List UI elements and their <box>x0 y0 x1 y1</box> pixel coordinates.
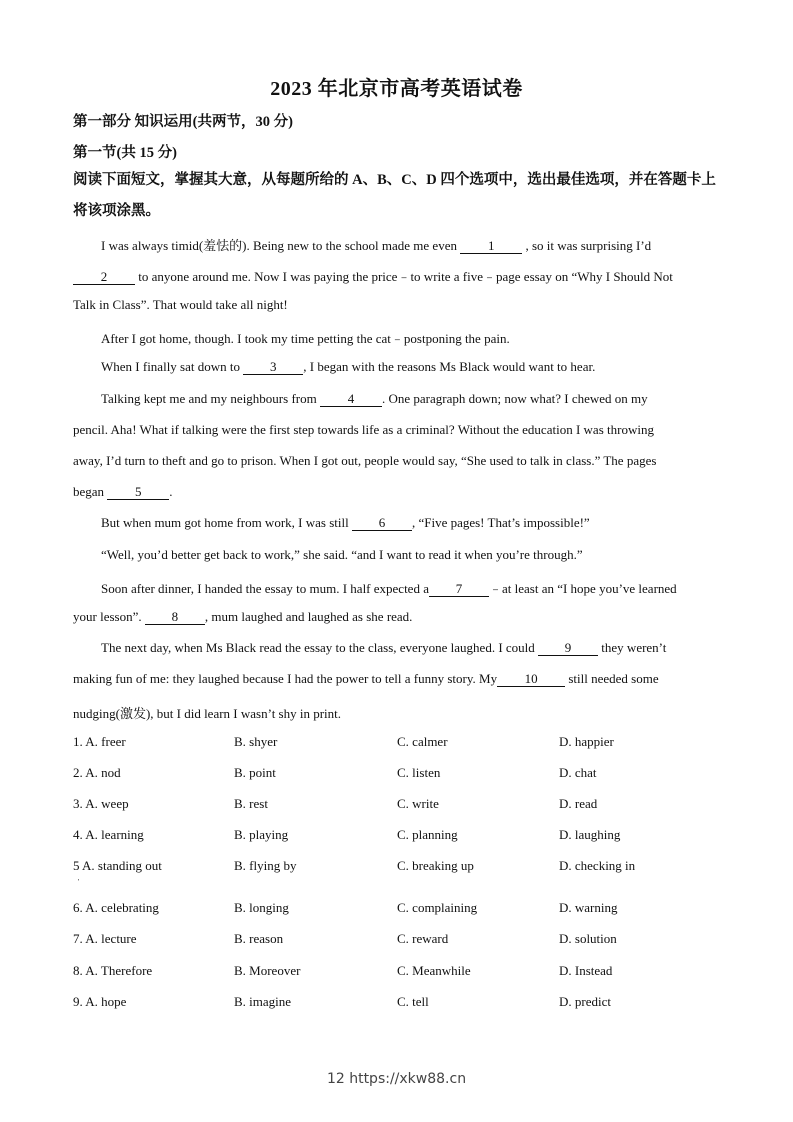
blank-5: 5 <box>107 485 169 500</box>
option-c[interactable]: C. tell <box>397 994 429 1009</box>
page-footer: 12 https://xkw88.cn <box>326 1071 467 1087</box>
passage-line <box>101 391 648 407</box>
option-b[interactable]: B. rest <box>234 796 268 811</box>
option-a[interactable]: 5 A. standing out <box>73 858 162 873</box>
blank-1: 1 <box>460 239 522 254</box>
option-b[interactable]: B. playing <box>234 827 289 842</box>
blank-6: 6 <box>352 516 412 531</box>
option-a[interactable]: 6. A. celebrating <box>73 900 159 915</box>
option-c[interactable]: C. reward <box>397 931 449 946</box>
passage-line <box>101 515 590 531</box>
blank-10: 10 <box>497 672 565 687</box>
blank-2: 2 <box>73 270 135 285</box>
option-d[interactable]: D. solution <box>559 931 617 946</box>
option-b[interactable]: B. imagine <box>234 994 292 1009</box>
option-c[interactable]: C. complaining <box>397 900 478 915</box>
stray-mark: ' <box>78 878 80 886</box>
passage-text: Talking kept me and my neighbours from <box>101 391 320 406</box>
passage-line <box>73 609 412 625</box>
passage-line: After I got home, though. I took my time petting the cat﹣postponing the pain. <box>101 331 510 346</box>
option-a[interactable]: 1. A. freer <box>73 734 126 749</box>
instructions: 阅读下面短文，掌握其大意，从每题所给的 A、B、C、D 四个选项中，选出最佳选项，并在答题卡上将该项涂黑。 <box>73 172 716 219</box>
passage-text: , I began with the reasons Ms Black would want to hear. <box>303 359 596 374</box>
option-d[interactable]: D. laughing <box>559 827 621 842</box>
option-b[interactable]: B. shyer <box>234 734 278 749</box>
passage-line: nudging(激发), but I did learn I wasn’t shy in print. <box>73 706 342 721</box>
passage-text: making fun of me: they laughed because I had the power to tell a funny story. My <box>73 671 498 686</box>
passage-text: I was always timid(羞怯的). Being new to the school made me even <box>101 238 461 253</box>
passage-text: The next day, when Ms Black read the essay to the class, everyone laughed. I could <box>101 640 539 655</box>
passage-line: “Well, you’d better get back to work,” she said. “and I want to read it when you’re through.” <box>101 547 583 562</box>
part-heading: 第一部分 知识运用(共两节，30 分) <box>73 114 293 130</box>
passage-text: When I finally sat down to <box>101 359 244 374</box>
option-d[interactable]: D. happier <box>559 734 614 749</box>
option-a[interactable]: 2. A. nod <box>73 765 121 780</box>
passage-text: . One paragraph down; now what? I chewed on my <box>381 391 648 406</box>
passage-text: But when mum got home from work, I was still <box>101 515 352 530</box>
passage-line: Talk in Class”. That would take all night! <box>73 297 288 312</box>
blank-8: 8 <box>145 610 205 625</box>
option-d[interactable]: D. chat <box>559 765 597 780</box>
passage-text: , mum laughed and laughed as she read. <box>204 609 413 624</box>
option-c[interactable]: C. write <box>397 796 439 811</box>
blank-4: 4 <box>320 392 382 407</box>
option-c[interactable]: C. listen <box>397 765 441 780</box>
option-d[interactable]: D. Instead <box>559 963 613 978</box>
passage-line <box>101 235 651 254</box>
passage-text: . <box>169 484 173 499</box>
option-a[interactable]: 9. A. hope <box>73 994 127 1009</box>
passage-line <box>101 359 595 375</box>
passage-text: , so it was surprising I’d <box>522 238 652 253</box>
option-d[interactable]: D. predict <box>559 994 611 1009</box>
blank-9: 9 <box>538 641 598 656</box>
passage-text: to anyone around me. Now I was paying the price﹣to write a five﹣page essay on “Why I Should Not <box>135 269 673 284</box>
passage-line <box>73 266 673 285</box>
option-d[interactable]: D. read <box>559 796 598 811</box>
section-heading: 第一节(共 15 分) <box>73 145 177 161</box>
option-b[interactable]: B. flying by <box>234 858 297 873</box>
option-b[interactable]: B. reason <box>234 931 284 946</box>
option-a[interactable]: 7. A. lecture <box>73 931 137 946</box>
option-d[interactable]: D. checking in <box>559 858 636 873</box>
option-c[interactable]: C. planning <box>397 827 458 842</box>
page-title: 2023 年北京市高考英语试卷 <box>270 78 523 100</box>
passage-line <box>73 484 173 500</box>
option-b[interactable]: B. longing <box>234 900 289 915</box>
passage-text: your lesson”. <box>73 609 145 624</box>
passage-line <box>73 671 659 687</box>
option-a[interactable]: 8. A. Therefore <box>73 963 153 978</box>
option-c[interactable]: C. breaking up <box>397 858 474 873</box>
option-b[interactable]: B. Moreover <box>234 963 301 978</box>
option-b[interactable]: B. point <box>234 765 276 780</box>
blank-3: 3 <box>243 360 303 375</box>
option-c[interactable]: C. calmer <box>397 734 448 749</box>
option-c[interactable]: C. Meanwhile <box>397 963 471 978</box>
passage-text: they weren’t <box>598 640 667 655</box>
option-a[interactable]: 3. A. weep <box>73 796 129 811</box>
blank-7: 7 <box>429 582 489 597</box>
passage-line: pencil. Aha! What if talking were the first step towards life as a criminal? Without the education I was throwing <box>73 422 654 437</box>
passage-text: , “Five pages! That’s impossible!” <box>411 515 590 530</box>
passage-text: ﹣at least an “I hope you’ve learned <box>488 581 677 596</box>
passage-text: Soon after dinner, I handed the essay to mum. I half expected a <box>101 581 429 596</box>
passage-line <box>101 640 666 656</box>
passage-text: still needed some <box>565 671 659 686</box>
passage-line: away, I’d turn to theft and go to prison. When I got out, people would say, “She used to talk in class.” The pages <box>73 453 657 468</box>
option-d[interactable]: D. warning <box>559 900 618 915</box>
passage-text: began <box>73 484 108 499</box>
passage-line <box>101 578 677 597</box>
option-a[interactable]: 4. A. learning <box>73 827 144 842</box>
